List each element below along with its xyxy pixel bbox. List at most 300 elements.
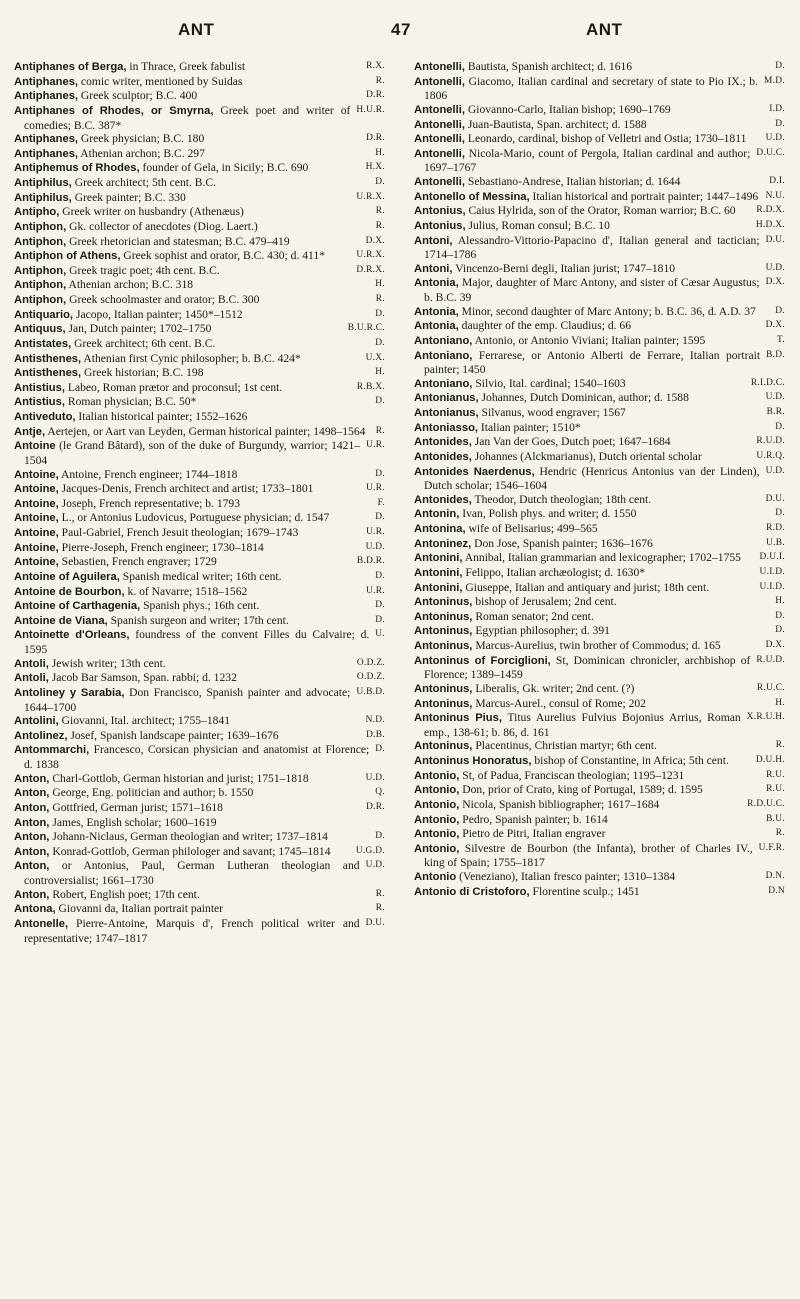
entry-headword: Antoniano, [414, 334, 473, 347]
entry-description: Greek architect; 6th cent. B.C. [71, 336, 216, 350]
dictionary-entry [14, 352, 385, 367]
entry-description: Nicola-Mario, count of Pergola, Italian cardinal and author; 1697–1767 [424, 146, 751, 175]
entry-headword: Antoninus Pius, [414, 712, 502, 725]
entry-description: Juan-Bautista, Span. architect; d. 1588 [464, 117, 647, 131]
entry-headword: Antonia, [414, 277, 459, 290]
entry-description: Giovanni da, Italian portrait painter [55, 902, 224, 916]
entry-source-abbrev: D. [375, 614, 385, 625]
entry-description: James, English scholar; 1600–1619 [49, 815, 217, 829]
entry-source-abbrev: U.R. [366, 585, 385, 596]
dictionary-entry [14, 585, 385, 600]
entry-description: Sebastien, French engraver; 1729 [58, 555, 217, 569]
dictionary-entry [414, 175, 785, 190]
entry-description: St, of Padua, Franciscan theologian; 1195–1231 [459, 768, 685, 782]
entry-description: Pietro de Pitri, Italian engraver [459, 827, 606, 841]
entry-headword: Antoli, [14, 657, 49, 670]
entry-headword: Antoine [14, 440, 56, 453]
dictionary-entry [14, 366, 385, 381]
entry-description: Jan Van der Goes, Dutch poet; 1647–1684 [471, 435, 671, 449]
entry-headword: Antonio, [414, 828, 460, 841]
entry-headword: Antonello of Messina, [414, 190, 530, 203]
entry-description: St, Dominican chronicler, archbishop of Florence; 1389–1459 [424, 653, 751, 682]
entry-headword: Antolinez, [14, 729, 68, 742]
entry-headword: Antoninus, [414, 682, 473, 695]
entry-description: Greek schoolmaster and orator; B.C. 300 [66, 293, 260, 306]
dictionary-entry [414, 654, 785, 682]
dictionary-entry [14, 772, 385, 787]
entry-headword: Antiquario, [14, 308, 74, 321]
entry-description: Annibal, Italian grammarian and lexicographer; 1702–1755 [462, 551, 741, 565]
dictionary-entry [14, 176, 385, 191]
dictionary-entry [14, 902, 385, 917]
entry-headword: Antiquus, [14, 323, 66, 336]
entry-description: Spanish phys.; 16th cent. [140, 599, 260, 613]
entry-headword: Antoine, [14, 483, 59, 496]
dictionary-entry [414, 60, 785, 75]
dictionary-entry [414, 551, 785, 566]
dictionary-entry [14, 293, 385, 308]
entry-headword: Antonini, [414, 581, 463, 594]
entry-headword: Antoine of Carthagenia, [14, 600, 141, 613]
entry-source-abbrev: D.X. [765, 320, 785, 331]
entry-source-abbrev: H. [375, 147, 385, 158]
entry-description: Johannes, Dutch Dominican, author; d. 1588 [478, 391, 689, 405]
entry-headword: Antisthenes, [14, 352, 82, 365]
entry-description: Giovanni, Ital. architect; 1755–1841 [58, 714, 231, 728]
entry-source-abbrev: O.D.Z. [356, 672, 385, 683]
entry-headword: Antonini, [414, 566, 463, 579]
dictionary-entry [14, 816, 385, 831]
dictionary-entry [414, 276, 785, 304]
entry-headword: Antonianus, [414, 392, 479, 405]
dictionary-entry [14, 235, 385, 250]
dictionary-entry [414, 739, 785, 754]
entry-source-abbrev: Q. [375, 787, 385, 798]
entry-description: Athenian archon; B.C. 297 [78, 146, 205, 160]
entry-headword: Anton, [14, 831, 50, 844]
entry-source-abbrev: X.R.U.H. [746, 712, 785, 723]
entry-source-abbrev: D.I. [769, 176, 785, 186]
entry-headword: Antonides Naerdenus, [414, 465, 535, 478]
entry-description: founder of Gela, in Sicily; B.C. 690 [139, 161, 309, 175]
dictionary-entry [414, 754, 785, 769]
entry-source-abbrev: B.U. [766, 813, 785, 824]
entry-source-abbrev: D. [775, 61, 785, 71]
entry-description: Marcus-Aurel., consul of Rome; 202 [472, 696, 646, 710]
entry-description: Jan, Dutch painter; 1702–1750 [65, 322, 212, 336]
entry-description: Antonio, or Antonio Viviani; Italian painter; 1595 [472, 333, 706, 347]
entry-description: Italian historical and portrait painter; 1447–1496 [529, 189, 759, 203]
entry-source-abbrev: D. [375, 468, 385, 479]
entry-source-abbrev: D.R.X. [356, 264, 385, 275]
entry-headword: Antonelli, [414, 118, 465, 131]
entry-source-abbrev: D.X. [765, 277, 785, 288]
dictionary-entry [14, 104, 385, 132]
dictionary-entry [14, 395, 385, 410]
dictionary-entry [414, 75, 785, 103]
dictionary-entry [14, 526, 385, 541]
entry-description: Josef, Spanish landscape painter; 1639–1676 [67, 728, 279, 742]
entry-description: Paul-Gabriel, French Jesuit theologian; 1679–1743 [58, 526, 299, 539]
entry-source-abbrev: H. [775, 596, 785, 607]
dictionary-entry [414, 234, 785, 262]
entry-source-abbrev: D. [375, 337, 385, 348]
entry-source-abbrev: D. [375, 308, 385, 319]
entry-headword: Antoine, [14, 556, 59, 569]
entry-headword: Antoniano, [414, 349, 473, 362]
entry-source-abbrev: U.F.R. [758, 842, 785, 853]
entry-description: Greek physician; B.C. 180 [78, 132, 205, 146]
entry-source-abbrev: H. [375, 279, 385, 290]
entry-description: Placentinus, Christian martyr; 6th cent. [472, 739, 657, 753]
entry-source-abbrev: R. [375, 903, 385, 914]
entry-headword: Antonius, [414, 205, 466, 218]
entry-headword: Antistius, [14, 396, 65, 409]
entry-headword: Antiphon, [14, 294, 67, 306]
entry-source-abbrev: D. [375, 396, 385, 407]
entry-source-abbrev: D.R. [366, 801, 385, 812]
entry-headword: Antonia, [414, 320, 459, 333]
dictionary-entry [14, 714, 385, 729]
dictionary-entry [14, 686, 385, 714]
dictionary-entry [414, 349, 785, 377]
dictionary-entry [14, 89, 385, 104]
entry-description: Egyptian philosopher; d. 391 [472, 624, 610, 638]
entry-description: Gottfried, German jurist; 1571–1618 [49, 800, 223, 814]
dictionary-entry [414, 885, 785, 900]
entry-source-abbrev: R. [375, 220, 385, 231]
entry-source-abbrev: D. [375, 570, 385, 581]
dictionary-entry [14, 845, 385, 860]
entry-source-abbrev: D.U.I. [759, 552, 785, 563]
entry-headword: Anton, [14, 787, 50, 800]
dictionary-entry [14, 381, 385, 396]
entry-description: bishop of Jerusalem; 2nd cent. [472, 595, 617, 609]
entry-description: Bautista, Spanish architect; d. 1616 [464, 60, 633, 73]
entry-headword: Antoniasso, [414, 421, 479, 434]
entry-description: Pedro, Spanish painter; b. 1614 [459, 812, 608, 826]
entry-source-abbrev: D.N. [765, 871, 785, 881]
entry-source-abbrev: D. [775, 421, 785, 432]
entry-description: Greek rhetorician and statesman; B.C. 479–419 [66, 234, 290, 248]
entry-headword: Antonides, [414, 493, 472, 506]
dictionary-entry [14, 410, 385, 425]
entry-description: Silvanus, wood engraver; 1567 [478, 406, 626, 419]
entry-headword: Antonio, [414, 784, 460, 797]
entry-description: Pierre-Antoine, Marquis d', French political writer and representative; 1747–1817 [24, 916, 360, 945]
dictionary-entry [414, 262, 785, 277]
entry-description: Giuseppe, Italian and antiquary and jurist; 18th cent. [462, 580, 710, 594]
entry-source-abbrev: D. [775, 508, 785, 519]
dictionary-entry [14, 729, 385, 744]
entry-description: Jacques-Denis, French architect and artist; 1733–1801 [58, 482, 314, 496]
dictionary-entry [414, 682, 785, 697]
entry-headword: Antiphon, [14, 264, 67, 277]
entry-description: Titus Aurelius Fulvius Bojonius Arrius, Roman emp., 138-61; b. 86, d. 161 [424, 711, 741, 739]
entry-description: Don Francisco, Spanish painter and advocate; 1644–1700 [24, 685, 351, 714]
entry-description: Silvestre de Bourbon (the Infanta), brother of Charles IV., king of Spain; 1755–1817 [424, 841, 753, 870]
entry-source-abbrev: U.B. [766, 537, 785, 548]
dictionary-entry [14, 888, 385, 903]
dictionary-entry [14, 337, 385, 352]
entry-source-abbrev: U.D. [365, 772, 385, 783]
entry-description: Roman senator; 2nd cent. [472, 609, 594, 623]
dictionary-entry [14, 541, 385, 556]
entry-headword: Antoni, [414, 262, 453, 275]
dictionary-entry [414, 769, 785, 784]
dictionary-entry [414, 566, 785, 581]
entry-source-abbrev: U.G.D. [355, 845, 385, 856]
entry-source-abbrev: H.D.X. [755, 219, 785, 230]
entry-description: Nicola, Spanish bibliographer; 1617–1684 [459, 797, 660, 811]
entry-description: Ivan, Polish phys. and writer; d. 1550 [459, 507, 637, 521]
entry-headword: Anton, [14, 816, 50, 829]
dictionary-entry [414, 870, 785, 885]
dictionary-entry [414, 595, 785, 610]
dictionary-entry [14, 425, 385, 440]
entry-description: Aertejen, or Aart van Leyden, German historical painter; 1498–1564 [45, 424, 366, 438]
entry-headword: Antonelli, [414, 133, 465, 146]
entry-headword: Antonelli, [414, 103, 465, 116]
entry-headword: Antiphanes, [14, 75, 79, 88]
entry-description: Florentine sculp.; 1451 [529, 884, 640, 898]
entry-description: Don Jose, Spanish painter; 1636–1676 [471, 536, 653, 550]
entry-description: George, Eng. politician and author; b. 1550 [49, 786, 254, 800]
entry-description: Charl-Gottlob, German historian and jurist; 1751–1818 [49, 771, 309, 785]
dictionary-entry [414, 190, 785, 205]
dictionary-entry [14, 743, 385, 771]
entry-source-abbrev: D. [375, 600, 385, 611]
dictionary-entry [414, 204, 785, 219]
entry-headword: Antonio, [414, 769, 460, 782]
dictionary-entry [414, 798, 785, 813]
entry-description: comic writer, mentioned by Suidas [78, 74, 243, 88]
entry-headword: Antoine de Bourbon, [14, 585, 125, 598]
entry-source-abbrev: U.D. [765, 465, 785, 476]
entry-source-abbrev: U.R.Q. [756, 450, 785, 461]
dictionary-entry [414, 507, 785, 522]
entry-headword: Antiphanes, [14, 90, 79, 103]
entry-source-abbrev: U.R.X. [356, 250, 385, 261]
dictionary-entry [14, 657, 385, 672]
entry-source-abbrev: H.U.R. [356, 104, 385, 115]
entry-headword: Antiphilus, [14, 177, 72, 189]
entry-source-abbrev: F. [377, 497, 385, 508]
entry-source-abbrev: R. [375, 425, 385, 436]
entry-headword: Antiveduto, [14, 411, 76, 423]
entry-source-abbrev: R.D.X. [756, 205, 785, 216]
entry-source-abbrev: D.U.C. [756, 147, 785, 158]
entry-description: Greek sculptor; B.C. 400 [78, 89, 198, 103]
entry-description: k. of Navarre; 1518–1562 [124, 584, 248, 598]
entry-source-abbrev: D.B. [366, 729, 385, 740]
entry-description: Caius Hylrida, son of the Orator, Roman warrior; B.C. 60 [465, 204, 736, 218]
entry-description: Hendric (Henricus Antonius van der Linden), Dutch scholar; 1546–1604 [424, 464, 760, 493]
entry-description: Italian historical painter; 1552–1626 [75, 410, 248, 423]
entry-source-abbrev: R.U. [766, 769, 785, 780]
dictionary-entry [14, 132, 385, 147]
dictionary-entry [14, 482, 385, 497]
entry-headword: Antommarchi, [14, 744, 90, 757]
entry-headword: Antona, [14, 903, 56, 916]
entry-description: Spanish surgeon and writer; 17th cent. [107, 613, 289, 627]
dictionary-entry [14, 264, 385, 279]
entry-source-abbrev: R. [375, 75, 385, 86]
dictionary-entry [414, 610, 785, 625]
entry-description: Minor, second daughter of Marc Antony; b. B.C. 36, d. A.D. 37 [458, 304, 756, 318]
dictionary-entry [14, 439, 385, 467]
entry-source-abbrev: D. [375, 177, 385, 187]
entry-description: Konrad-Gottlob, German philologer and savant; 1745–1814 [49, 844, 331, 858]
entry-source-abbrev: D.N [768, 885, 785, 896]
entry-headword: Antoine de Viana, [14, 614, 108, 627]
entry-source-abbrev: U.R. [366, 440, 385, 451]
entry-headword: Antiphemus of Rhodes, [14, 162, 140, 175]
entry-source-abbrev: D.X. [365, 235, 385, 246]
dictionary-entry [14, 278, 385, 293]
entry-source-abbrev: U.I.D. [759, 566, 785, 577]
entry-source-abbrev: O.D.Z. [356, 657, 385, 668]
entry-headword: Antonio [414, 871, 457, 883]
entry-description: Joseph, French representative; b. 1793 [58, 496, 241, 510]
dictionary-entry [414, 103, 785, 118]
entry-description: Giovanno-Carlo, Italian bishop; 1690–1769 [464, 102, 671, 116]
entry-description: Labeo, Roman prætor and proconsul; 1st cent. [64, 380, 283, 394]
entry-headword: Antonianus, [414, 407, 479, 419]
dictionary-entry [14, 786, 385, 801]
dictionary-entry [14, 614, 385, 629]
entry-source-abbrev: R.U. [766, 784, 785, 795]
entry-source-abbrev: U.R. [366, 527, 385, 537]
dictionary-entry [414, 624, 785, 639]
right-column [414, 60, 785, 1290]
dictionary-entry [14, 205, 385, 220]
entry-headword: Antiphon of Athens, [14, 250, 121, 263]
header-guide-word-left: ANT [178, 20, 215, 39]
entry-source-abbrev: D. [375, 512, 385, 523]
entry-headword: Antonelli, [414, 147, 465, 160]
dictionary-entry [14, 191, 385, 206]
entry-headword: Antonio, [414, 813, 460, 826]
entry-source-abbrev: B.D. [766, 349, 785, 360]
entry-description: Greek historian; B.C. 198 [81, 366, 204, 380]
entry-source-abbrev: I.D. [769, 103, 785, 114]
dictionary-entry [414, 522, 785, 537]
entry-description: Greek poet and writer of comedies; B.C. 387* [24, 103, 351, 132]
entry-headword: Antoinette d'Orleans, [14, 629, 130, 642]
dictionary-entry [414, 842, 785, 870]
entry-description: (le Grand Bâtard), son of the duke of Burgundy, warrior; 1421–1504 [24, 439, 361, 467]
entry-description: Marcus-Aurelius, twin brother of Commodus; d. 165 [472, 639, 721, 652]
dictionary-entry [414, 219, 785, 234]
entry-description: Greek architect; 5th cent. B.C. [71, 176, 217, 189]
entry-description: Italian painter; 1510* [478, 420, 581, 434]
entry-description: Greek tragic poet; 4th cent. B.C. [66, 263, 220, 277]
entry-source-abbrev: D.U.H. [755, 755, 785, 765]
entry-headword: Antoninez, [414, 537, 472, 550]
entry-source-abbrev: D. [775, 610, 785, 621]
dictionary-entry [414, 334, 785, 349]
entry-source-abbrev: U.R.X. [356, 191, 385, 202]
entry-source-abbrev: R. [375, 294, 385, 304]
entry-description: Theodor, Dutch theologian; 18th cent. [471, 492, 652, 506]
entry-description: (Veneziano), Italian fresco painter; 1310–1384 [456, 870, 676, 883]
dictionary-entry [414, 493, 785, 508]
entry-headword: Antonio di Cristoforo, [414, 885, 530, 898]
entry-description: Alessandro-Vittorio-Papacino d', Italian general and tactician; 1714–1786 [424, 233, 760, 262]
entry-source-abbrev: U.D. [365, 541, 385, 552]
page-number: 47 [391, 20, 411, 39]
dictionary-entry [414, 406, 785, 421]
entry-description: Athenian first Cynic philosopher; b. B.C. 424* [81, 351, 301, 365]
entry-headword: Anton, [14, 801, 50, 814]
entry-source-abbrev: U.B.D. [356, 686, 385, 697]
entry-source-abbrev: R. [775, 740, 785, 751]
entry-description: Jewish writer; 13th cent. [48, 656, 166, 670]
entry-headword: Antonelli, [414, 176, 465, 188]
dictionary-entry [14, 322, 385, 337]
dictionary-entry [414, 581, 785, 596]
entry-source-abbrev: D.R. [366, 90, 385, 101]
entry-description: Johannes (Alckmarianus), Dutch oriental scholar [471, 449, 702, 463]
entry-source-abbrev: U.D. [765, 262, 785, 273]
dictionary-entry [14, 917, 385, 945]
entry-source-abbrev: B.R. [766, 407, 785, 417]
entry-source-abbrev: U.R. [366, 483, 385, 494]
entry-source-abbrev: R.U.D. [756, 436, 785, 447]
entry-description: Antoine, French engineer; 1744–1818 [58, 467, 238, 481]
entry-headword: Antoine, [14, 497, 59, 510]
entry-headword: Antoniano, [414, 377, 473, 390]
entry-description: Vincenzo-Berni degli, Italian jurist; 1747–1810 [452, 261, 676, 275]
entry-source-abbrev: D.R. [366, 133, 385, 144]
entry-description: daughter of the emp. Claudius; d. 66 [458, 319, 632, 333]
entry-headword: Antiphanes of Berga, [14, 61, 127, 73]
dictionary-entry [14, 830, 385, 845]
entry-source-abbrev: R.D. [766, 523, 785, 533]
entry-description: foundress of the convent Filles du Calvaire; d. 1595 [24, 628, 370, 656]
dictionary-entry [414, 450, 785, 465]
entry-source-abbrev: R.D.U.C. [747, 798, 785, 809]
entry-description: Giacomo, Italian cardinal and secretary of state to Pio IX.; b. 1806 [424, 74, 758, 103]
entry-headword: Antiphanes of Rhodes, or Smyrna, [14, 104, 214, 117]
entry-source-abbrev: D. [775, 118, 785, 129]
dictionary-entry [14, 308, 385, 323]
entry-description: L., or Antonius Ludovicus, Portuguese physician; d. 1547 [58, 511, 330, 525]
dictionary-entry [14, 161, 385, 176]
dictionary-entry [414, 783, 785, 798]
dictionary-entry [14, 570, 385, 585]
entry-headword: Antiphon, [14, 220, 67, 233]
entry-headword: Antistates, [14, 337, 72, 350]
dictionary-entry [414, 639, 785, 654]
entry-source-abbrev: U. [375, 629, 385, 640]
dictionary-entry [414, 813, 785, 828]
entry-source-abbrev: U.D. [765, 392, 785, 403]
entry-headword: Antiphon, [14, 235, 67, 248]
entry-headword: Antonelli, [414, 61, 465, 73]
entry-description: Silvio, Ital. cardinal; 1540–1603 [472, 376, 626, 390]
entry-headword: Antoli, [14, 672, 49, 685]
entry-source-abbrev: D.X. [765, 640, 785, 650]
dictionary-entry [414, 465, 785, 493]
entry-headword: Antoine, [14, 512, 59, 525]
dictionary-entry [14, 628, 385, 656]
entry-description: Jacob Bar Samson, Span. rabbi; d. 1232 [48, 671, 237, 685]
entry-headword: Antolini, [14, 715, 59, 728]
entry-description: Felippo, Italian archæologist; d. 1630* [462, 565, 646, 579]
entry-description: Ferrarese, or Antonio Alberti de Ferrare, Italian portrait painter; 1450 [424, 348, 761, 377]
